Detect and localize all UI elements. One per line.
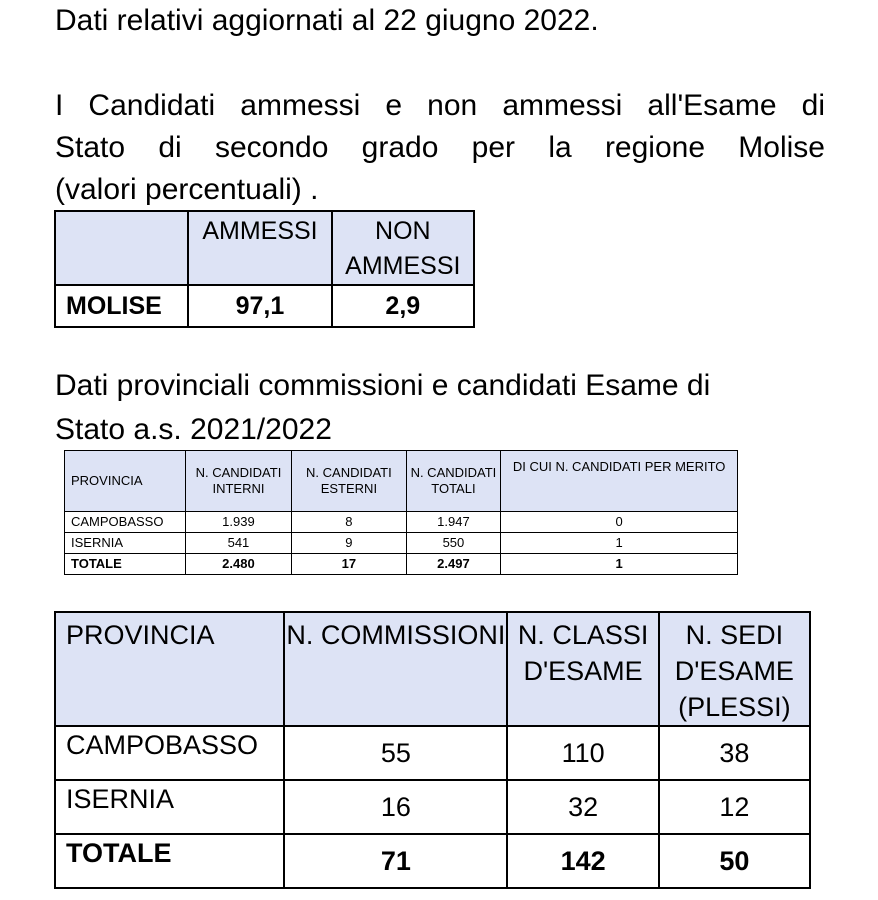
section-ammessi-heading (55, 85, 825, 211)
header-cell-commissioni: N. COMMISSIONI (284, 612, 507, 726)
table-row (55, 780, 810, 834)
cell-esterni: 9 (292, 533, 406, 554)
header-cell-provincia: PROVINCIA (55, 612, 284, 726)
value-ammessi: 97,1 (188, 285, 331, 327)
ammessi-table (54, 210, 475, 328)
table-header-row (65, 451, 738, 512)
section-provinciali-line-2: Stato a.s. 2021/2022 (55, 413, 332, 446)
cell-interni: 1.939 (185, 512, 292, 533)
section-provinciali-line-1: Dati provinciali commissioni e candidati Esame di (55, 369, 711, 402)
section-ammessi-line-3: (valori percentuali) . (55, 173, 319, 206)
cell-provincia: CAMPOBASSO (55, 726, 284, 780)
header-cell-ammessi: AMMESSI (188, 211, 331, 285)
cell-provincia: CAMPOBASSO (65, 512, 186, 533)
header-cell-non-ammessi: NON AMMESSI (332, 211, 474, 285)
cell-esterni: 8 (292, 512, 406, 533)
header-cell-totali: N. CANDIDATI TOTALI (406, 451, 501, 512)
cell-classi: 32 (507, 780, 658, 834)
cell-sedi: 50 (659, 834, 810, 888)
table-row-totale (65, 554, 738, 575)
header-cell-provincia: PROVINCIA (65, 451, 186, 512)
cell-merito: 1 (501, 554, 738, 575)
cell-commissioni: 55 (284, 726, 507, 780)
cell-provincia: TOTALE (55, 834, 284, 888)
cell-provincia: TOTALE (65, 554, 186, 575)
table-row (55, 726, 810, 780)
header-cell-sedi: N. SEDI D'ESAME (PLESSI) (659, 612, 810, 726)
update-note: Dati relativi aggiornati al 22 giugno 2022. (55, 4, 599, 37)
table-row (65, 512, 738, 533)
section-provinciali-heading (55, 364, 825, 452)
cell-merito: 0 (501, 512, 738, 533)
cell-provincia: ISERNIA (55, 780, 284, 834)
cell-classi: 142 (507, 834, 658, 888)
table-header-row (55, 612, 810, 726)
row-label-molise: MOLISE (55, 285, 188, 327)
cell-sedi: 12 (659, 780, 810, 834)
value-non-ammessi: 2,9 (332, 285, 474, 327)
cell-sedi: 38 (659, 726, 810, 780)
cell-merito: 1 (501, 533, 738, 554)
table-row (65, 533, 738, 554)
table-row-totale (55, 834, 810, 888)
cell-interni: 541 (185, 533, 292, 554)
section-ammessi-line-2: Stato di secondo grado per la regione Molise (55, 131, 825, 164)
cell-totali: 550 (406, 533, 501, 554)
header-cell-empty (55, 211, 188, 285)
cell-esterni: 17 (292, 554, 406, 575)
section-ammessi-line-1: I Candidati ammessi e non ammessi all'Esame di (55, 89, 825, 122)
header-cell-esterni: N. CANDIDATI ESTERNI (292, 451, 406, 512)
header-cell-classi: N. CLASSI D'ESAME (507, 612, 658, 726)
cell-commissioni: 71 (284, 834, 507, 888)
cell-classi: 110 (507, 726, 658, 780)
header-cell-interni: N. CANDIDATI INTERNI (185, 451, 292, 512)
cell-interni: 2.480 (185, 554, 292, 575)
cell-totali: 1.947 (406, 512, 501, 533)
header-cell-merito: DI CUI N. CANDIDATI PER MERITO (501, 451, 738, 512)
cell-commissioni: 16 (284, 780, 507, 834)
candidati-table (64, 450, 738, 575)
cell-totali: 2.497 (406, 554, 501, 575)
table-header-row (55, 211, 474, 285)
cell-provincia: ISERNIA (65, 533, 186, 554)
commissioni-table (54, 611, 811, 889)
table-row (55, 285, 474, 327)
